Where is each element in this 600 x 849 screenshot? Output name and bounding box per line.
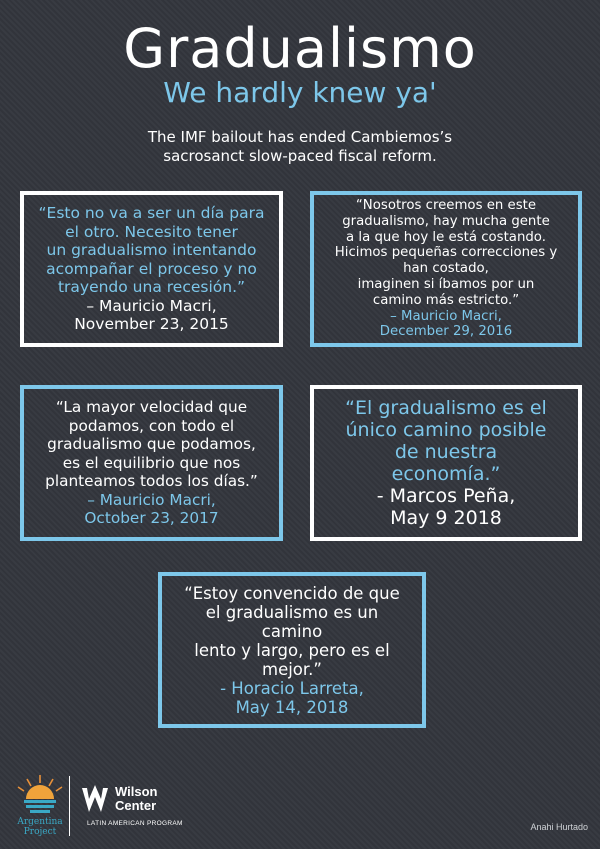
quote-box-macri-2017 xyxy=(20,385,283,541)
quote-line: “Estoy convencido de que xyxy=(184,583,400,603)
quote-line: podamos, con todo el xyxy=(68,416,235,435)
quote-line: imaginen si íbamos por un xyxy=(357,276,535,292)
attribution-name: – Mauricio Macri, xyxy=(87,490,216,509)
quote-line: trayendo una recesión.” xyxy=(57,278,246,297)
intro-text xyxy=(100,128,500,166)
quote-text xyxy=(184,584,400,679)
quote-text xyxy=(345,397,547,485)
quote-line: un gradualismo intentando xyxy=(46,241,257,260)
author-credit: Anahi Hurtado xyxy=(530,822,588,832)
page-subtitle: We hardly knew ya' xyxy=(163,76,437,109)
quote-line: “La mayor velocidad que xyxy=(55,398,248,417)
quote-line: acompañar el proceso y no xyxy=(46,259,257,278)
quote-line: gradualismo, hay mucha gente xyxy=(342,213,550,229)
quote-line: de nuestra xyxy=(394,441,498,463)
quote-attribution xyxy=(74,297,229,334)
wilson-w-icon xyxy=(80,785,110,815)
quote-text xyxy=(39,204,265,297)
quote-line: Hicimos pequeñas correcciones y xyxy=(334,245,558,261)
quote-line: “El gradualismo es el xyxy=(345,397,547,419)
attribution-name: – Mauricio Macri, xyxy=(86,296,217,315)
quote-attribution xyxy=(380,309,512,341)
attribution-name: - Horacio Larreta, xyxy=(220,678,364,698)
logo-text: Wilson xyxy=(115,784,158,799)
quote-attribution xyxy=(377,485,516,529)
quote-text xyxy=(45,398,258,491)
attribution-name: – Mauricio Macri, xyxy=(390,308,502,324)
quote-line: “Esto no va a ser un día para xyxy=(38,204,265,223)
quote-line: es el equilibrio que nos xyxy=(62,453,241,472)
wilson-program-label: LATIN AMERICAN PROGRAM xyxy=(87,820,183,827)
quote-line: lento y largo, pero es el xyxy=(194,640,390,660)
quote-line: mejor.” xyxy=(262,659,322,679)
quote-box-larreta-2018 xyxy=(158,572,426,728)
intro-line: The IMF bailout has ended Cambiemos’s xyxy=(147,128,453,146)
quote-line: han costado, xyxy=(403,261,489,277)
attribution-date: October 23, 2017 xyxy=(84,509,219,528)
quote-attribution xyxy=(220,679,364,717)
quote-line: “Nosotros creemos en este xyxy=(355,197,537,213)
logo-text: Argentina xyxy=(17,817,63,827)
intro-line: sacrosanct slow-paced fiscal reform. xyxy=(163,147,437,165)
argentina-project-logo xyxy=(10,773,70,841)
quote-line: el otro. Necesito tener xyxy=(65,222,238,241)
quote-line: camino más estricto.” xyxy=(372,292,520,308)
attribution-name: - Marcos Peña, xyxy=(376,485,516,507)
wilson-center-logo xyxy=(80,785,190,835)
quote-text xyxy=(335,198,557,309)
quote-line: gradualismo que podamos, xyxy=(47,435,256,454)
logo-text: Center xyxy=(115,798,157,813)
quote-box-macri-2015 xyxy=(20,191,283,347)
attribution-date: May 9 2018 xyxy=(390,507,502,529)
quote-box-pena-2018 xyxy=(310,385,582,541)
attribution-date: November 23, 2015 xyxy=(74,315,229,334)
page-title: Gradualismo xyxy=(123,17,477,80)
quote-line: planteamos todos los días.” xyxy=(45,472,258,491)
quote-attribution xyxy=(84,491,218,528)
sun-over-water-icon xyxy=(10,773,70,817)
wilson-center-name xyxy=(115,785,158,813)
footer-divider xyxy=(69,776,70,836)
quote-line: el gradualismo es un xyxy=(205,602,379,622)
quote-line: a la que hoy le está costando. xyxy=(346,229,546,245)
quote-line: economía.” xyxy=(391,463,501,485)
attribution-date: May 14, 2018 xyxy=(235,697,349,717)
logo-text: Project xyxy=(23,827,57,837)
argentina-project-label xyxy=(10,817,70,837)
quote-line: único camino posible xyxy=(345,419,547,441)
quote-box-macri-2016 xyxy=(310,191,582,347)
attribution-date: December 29, 2016 xyxy=(379,324,513,340)
quote-line: camino xyxy=(261,621,323,641)
